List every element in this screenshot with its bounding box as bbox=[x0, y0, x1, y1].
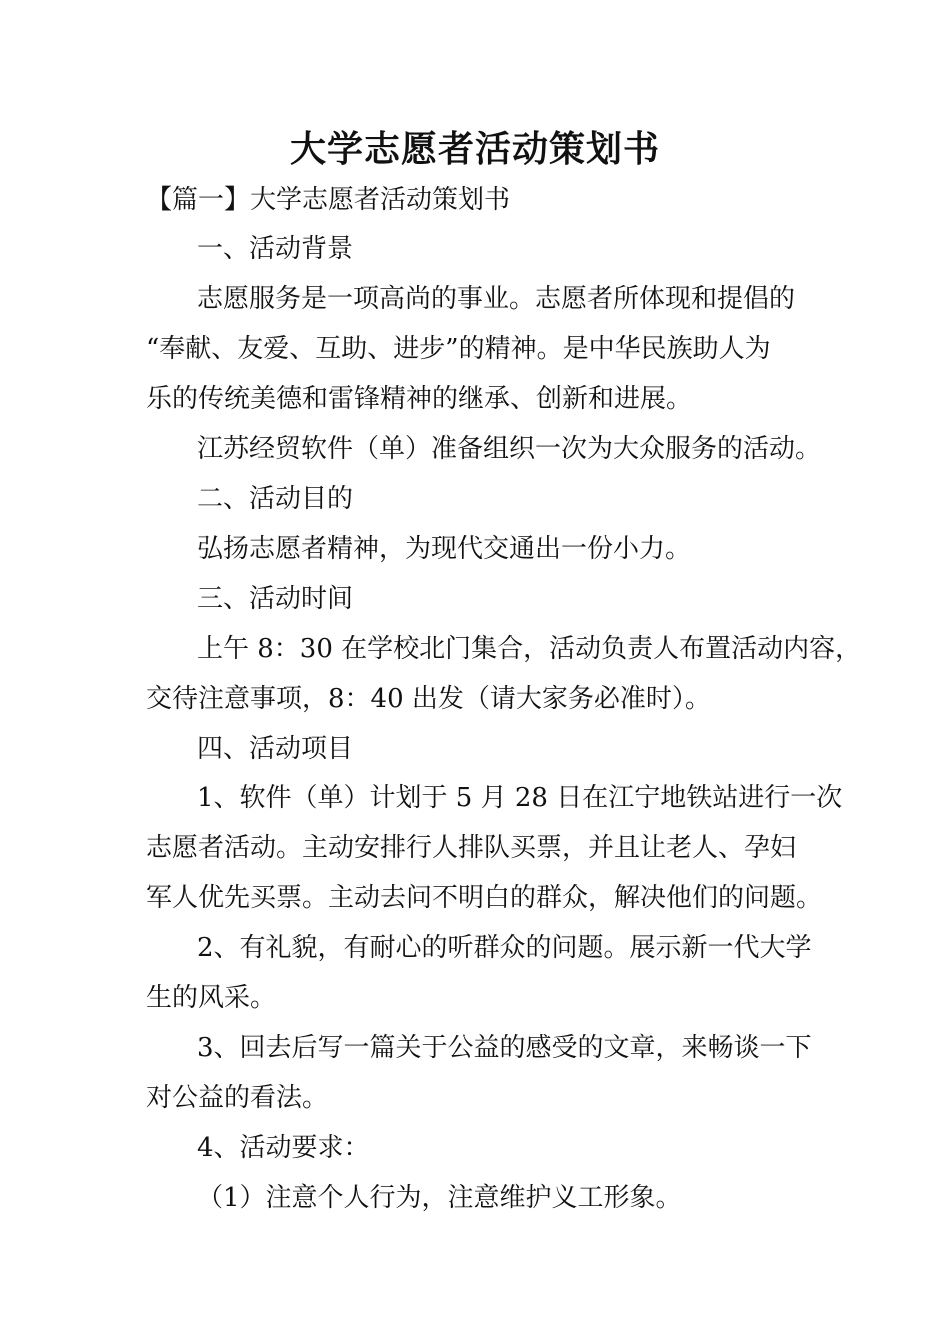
heading-time: 三、活动时间 bbox=[197, 584, 354, 614]
paragraph-line: 生的风采。 bbox=[146, 983, 277, 1013]
paragraph-line: 3、回去后写一篇关于公益的感受的文章，来畅谈一下 bbox=[197, 1033, 812, 1063]
heading-requirements: 4、活动要求： bbox=[197, 1133, 370, 1163]
paragraph-line: 江苏经贸软件（单）准备组织一次为大众服务的活动。 bbox=[197, 434, 822, 464]
heading-projects: 四、活动项目 bbox=[197, 734, 354, 764]
heading-background: 一、活动背景 bbox=[197, 234, 354, 264]
paragraph-line: “奉献、友爱、互助、进步”的精神。是中华民族助人为 bbox=[146, 334, 771, 364]
section-heading-part-one: 【篇一】大学志愿者活动策划书 bbox=[146, 185, 511, 215]
paragraph-line: 志愿者活动。主动安排行人排队买票，并且让老人、孕妇 bbox=[146, 833, 797, 863]
paragraph-line: 志愿服务是一项高尚的事业。志愿者所体现和提倡的 bbox=[197, 284, 796, 314]
paragraph-line: 乐的传统美德和雷锋精神的继承、创新和进展。 bbox=[146, 384, 693, 414]
paragraph-line: 上午 8：30 在学校北门集合，活动负责人布置活动内容， bbox=[197, 634, 862, 664]
heading-purpose: 二、活动目的 bbox=[197, 484, 354, 514]
paragraph-line: 军人优先买票。主动去问不明白的群众，解决他们的问题。 bbox=[146, 883, 823, 913]
paragraph-line: 1、软件（单）计划于 5 月 28 日在江宁地铁站进行一次 bbox=[197, 783, 843, 813]
document-title: 大学志愿者活动策划书 bbox=[289, 128, 660, 170]
paragraph-line: （1）注意个人行为，注意维护义工形象。 bbox=[197, 1183, 682, 1213]
paragraph-line: 交待注意事项，8：40 出发（请大家务必准时）。 bbox=[146, 684, 711, 714]
paragraph-line: 弘扬志愿者精神，为现代交通出一份小力。 bbox=[197, 534, 692, 564]
paragraph-line: 2、有礼貌，有耐心的听群众的问题。展示新一代大学 bbox=[197, 933, 812, 963]
paragraph-line: 对公益的看法。 bbox=[146, 1083, 329, 1113]
